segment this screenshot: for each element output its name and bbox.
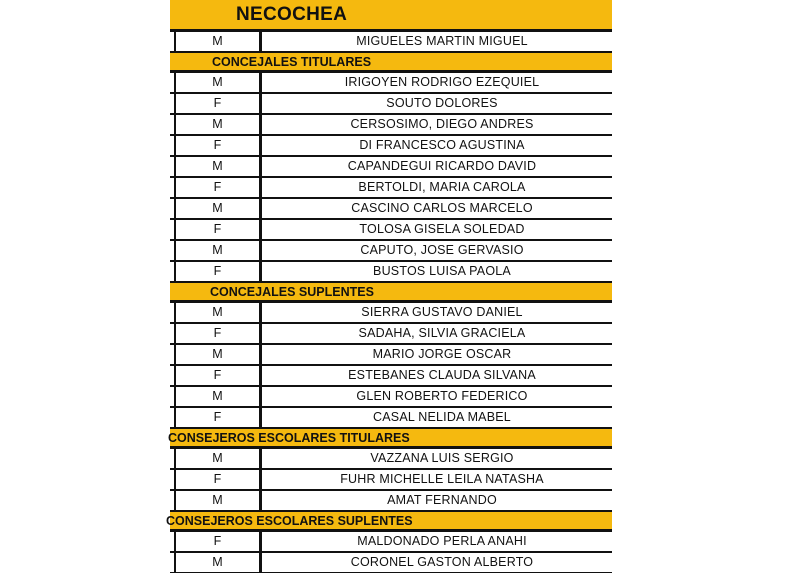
table-row: [170, 365, 612, 386]
candidate-name-cell: SIERRA GUSTAVO DANIEL: [361, 305, 523, 319]
gender-cell: M: [174, 303, 262, 322]
candidate-name-cell: BERTOLDI, MARIA CAROLA: [358, 180, 526, 194]
table-row: [170, 490, 612, 511]
section-header-consejeros-escolares-suplentes: [166, 511, 612, 531]
table-row: [170, 219, 612, 240]
candidate-name-cell: CAPUTO, JOSE GERVASIO: [360, 243, 524, 257]
candidate-name-cell: CORONEL GASTON ALBERTO: [350, 555, 534, 569]
candidate-name-cell: SADAHA, SILVIA GRACIELA: [358, 326, 526, 340]
table-row: [170, 240, 612, 261]
table-row: [170, 177, 612, 198]
table-row: [170, 469, 612, 490]
candidate-name-cell: MALDONADO PERLA ANAHI: [357, 534, 527, 548]
section-title: CONSEJEROS ESCOLARES SUPLENTES: [166, 514, 413, 528]
gender-cell: M: [174, 115, 262, 134]
section-header-concejales-suplentes: [170, 282, 612, 302]
table-row: [170, 156, 612, 177]
sections-container: [166, 52, 612, 573]
intendente-block: [170, 31, 612, 52]
section-title: CONCEJALES TITULARES: [212, 55, 372, 69]
candidate-name-cell: MARIO JORGE OSCAR: [372, 347, 512, 361]
candidate-name-cell: AMAT FERNANDO: [387, 493, 497, 507]
gender-cell: F: [174, 262, 262, 281]
table-row: [170, 72, 612, 93]
gender-cell: F: [174, 136, 262, 155]
candidate-name-cell: ESTEBANES CLAUDA SILVANA: [348, 368, 536, 382]
gender-cell: M: [174, 241, 262, 260]
candidate-name-cell: CASAL NELIDA MABEL: [373, 410, 511, 424]
section-header-concejales-titulares: [170, 52, 612, 72]
section-title: CONCEJALES SUPLENTES: [210, 285, 374, 299]
gender-cell: M: [174, 387, 262, 406]
gender-cell: M: [174, 199, 262, 218]
section-title: CONSEJEROS ESCOLARES TITULARES: [168, 431, 410, 445]
table-row: [170, 302, 612, 323]
table-row: [170, 323, 612, 344]
table-row: [170, 93, 612, 114]
gender-cell: M: [174, 491, 262, 510]
candidate-name-cell: CERSOSIMO, DIEGO ANDRES: [350, 117, 534, 131]
candidate-name-cell: SOUTO DOLORES: [386, 96, 498, 110]
table-row: [170, 344, 612, 365]
candidate-name-cell: TOLOSA GISELA SOLEDAD: [359, 222, 525, 236]
gender-cell: M: [174, 32, 262, 51]
candidate-name-cell: VAZZANA LUIS SERGIO: [370, 451, 514, 465]
table-row: [170, 386, 612, 407]
gender-cell: M: [174, 449, 262, 468]
table-row: [170, 448, 612, 469]
table-row: [170, 31, 612, 52]
gender-cell: M: [174, 73, 262, 92]
district-title-bar: [170, 0, 612, 31]
section-header-consejeros-escolares-titulares: [170, 428, 612, 448]
gender-cell: M: [174, 553, 262, 572]
candidate-name-cell: CASCINO CARLOS MARCELO: [351, 201, 533, 215]
candidate-name-cell: IRIGOYEN RODRIGO EZEQUIEL: [344, 75, 540, 89]
candidate-name-cell: CAPANDEGUI RICARDO DAVID: [347, 159, 537, 173]
candidate-name-cell: GLEN ROBERTO FEDERICO: [356, 389, 528, 403]
gender-cell: F: [174, 324, 262, 343]
candidate-name-cell: MIGUELES MARTIN MIGUEL: [356, 34, 528, 48]
gender-cell: M: [174, 345, 262, 364]
candidate-name-cell: FUHR MICHELLE LEILA NATASHA: [340, 472, 544, 486]
gender-cell: F: [174, 220, 262, 239]
gender-cell: F: [174, 94, 262, 113]
table-row: [170, 261, 612, 282]
gender-cell: F: [174, 408, 262, 427]
candidate-name-cell: BUSTOS LUISA PAOLA: [373, 264, 511, 278]
table-row: [170, 407, 612, 428]
candidate-list-sheet: [166, 0, 612, 573]
candidate-name-cell: DI FRANCESCO AGUSTINA: [359, 138, 525, 152]
table-row: [170, 135, 612, 156]
gender-cell: F: [174, 470, 262, 489]
gender-cell: F: [174, 178, 262, 197]
table-row: [170, 198, 612, 219]
table-row: [170, 552, 612, 573]
table-row: [170, 114, 612, 135]
gender-cell: F: [174, 532, 262, 551]
table-row: [170, 531, 612, 552]
district-title: NECOCHEA: [236, 4, 348, 25]
gender-cell: M: [174, 157, 262, 176]
gender-cell: F: [174, 366, 262, 385]
